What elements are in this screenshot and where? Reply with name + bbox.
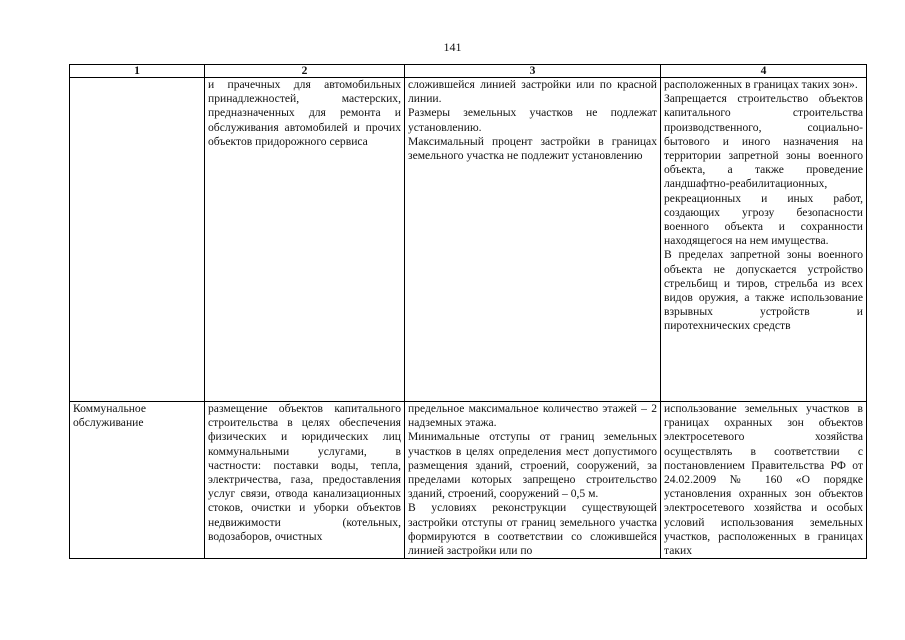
header-row (70, 65, 867, 78)
parameter-paragraph: В условиях реконструкции существующей застройки отступы от границ земельного участка формируются в соответствии со сложившейся линией застройки или по (408, 501, 657, 558)
restriction-paragraph: Запрещается строительство объектов капитального строительства производственного, социально-бытового и иного назначения на территории запретной зоны военного объекта, а также проведение ландшафтно-реабилитационных, (664, 92, 863, 191)
page-number: 141 (443, 40, 462, 54)
table-row (70, 78, 867, 402)
parameter-paragraph: Максимальный процент застройки в границах земельного участка не подлежит установлению (408, 134, 657, 163)
restriction-paragraph: расположенных в границах таких зон». (664, 78, 858, 91)
header-col-4: 4 (661, 65, 867, 78)
header-col-2: 2 (205, 65, 405, 78)
restriction-paragraph: рекреационных и иных работ, создающих угрозу безопасности военного объекта и сохранности находящегося на нем имущества. (664, 191, 863, 248)
restriction-paragraph: использование земельных участков в границах охранных зон объектов электросетевого хозяйства осуществлять в соответствии с постановлением Правительства РФ от 24.02.2009 № 160 «О порядке установления охранных зон объектов электросетевого хозяйства и особых условий использования земельных участков, расположенных в границах таких (664, 402, 863, 558)
table-row (70, 402, 867, 559)
header-col-1: 1 (70, 65, 205, 78)
parameter-paragraph: сложившейся линией застройки или по красной линии. (408, 78, 657, 106)
regulations-table (69, 64, 867, 559)
parameter-paragraph: Минимальные отступы от границ земельных участков в целях определения мест допустимого размещения зданий, строений, сооружений, за пределами которых запрещено строительство зданий, строений, сооружений – 0,5 м. (408, 430, 657, 501)
permitted-use-description: размещение объектов капитального строительства в целях обеспечения физических и юридических лиц коммунальными услугами, в частности: поставки воды, тепла, электричества, газа, предоставления услуг связи, отвода канализационных стоков, очистки и уборки объектов недвижимости (котельных, водозаборов, очистных (205, 402, 405, 559)
building-parameters (405, 78, 661, 402)
restrictions (661, 78, 867, 402)
parameter-paragraph: предельное максимальное количество этажей – 2 надземных этажа. (408, 402, 657, 430)
building-parameters (405, 402, 661, 559)
header-col-3: 3 (405, 65, 661, 78)
parameter-paragraph: Размеры земельных участков не подлежат установлению. (408, 106, 657, 134)
restriction-paragraph: В пределах запретной зоны военного объекта не допускается устройство стрельбищ и тиров, стрельба из всех видов оружия, а также использование взрывных устройств и пиротехнических средств (664, 248, 863, 333)
permitted-use-name (70, 78, 205, 402)
restrictions (661, 402, 867, 559)
permitted-use-description: и прачечных для автомобильных принадлежностей, мастерских, предназначенных для ремонта и обслуживания автомобилей и прочих объектов придорожного сервиса (205, 78, 405, 402)
permitted-use-name: Коммунальное обслуживание (70, 402, 205, 559)
